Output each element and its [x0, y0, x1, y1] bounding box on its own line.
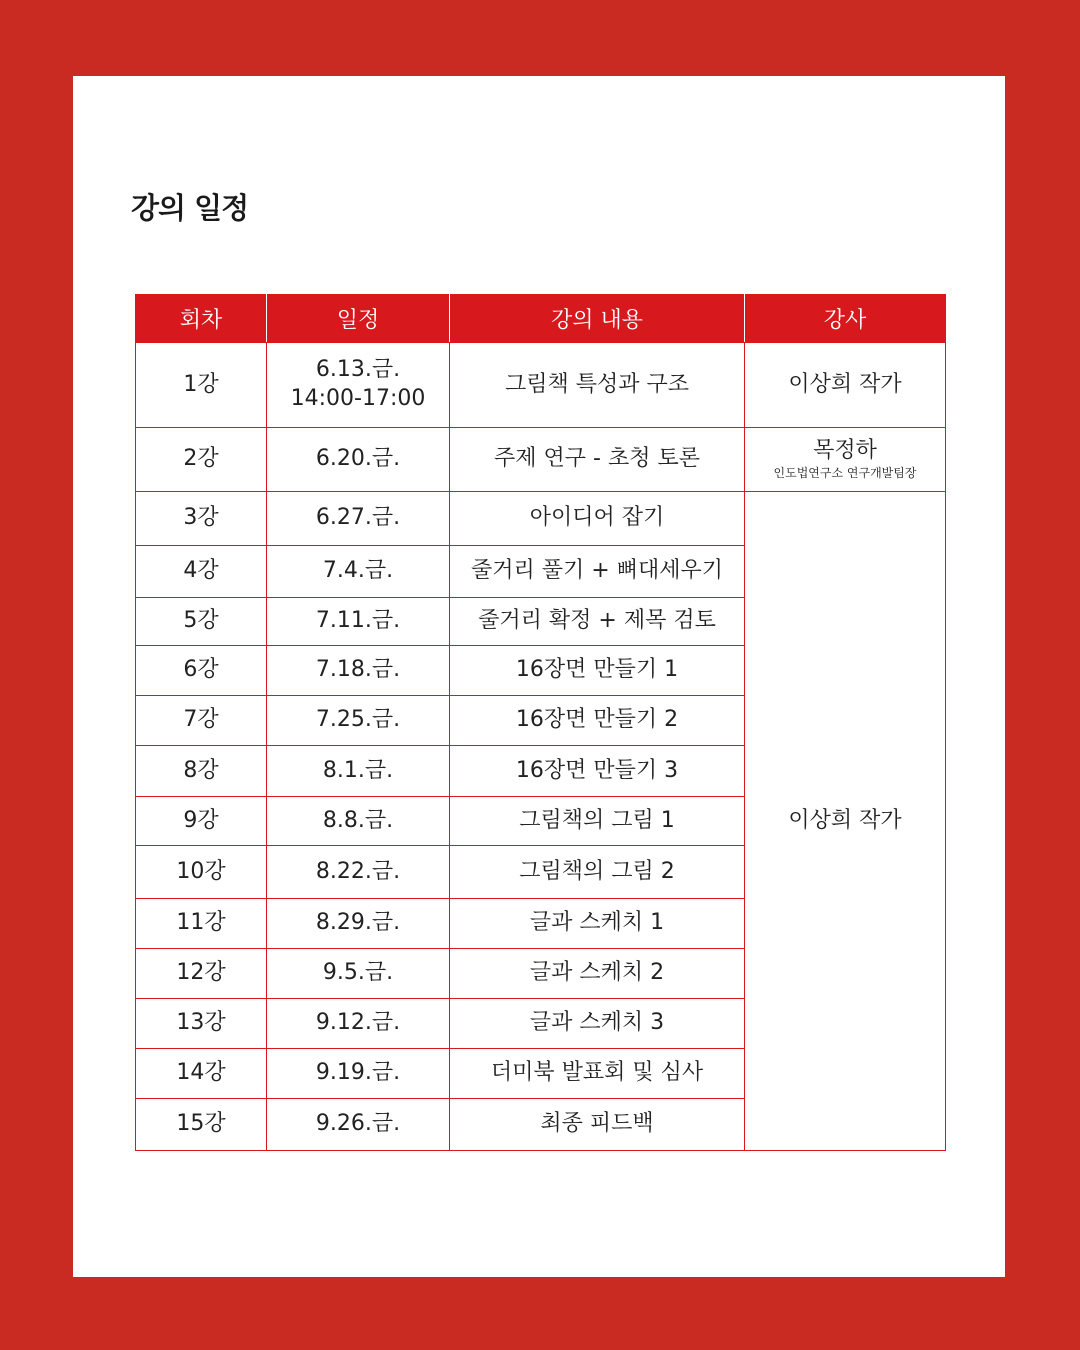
content-cell: 그림책의 그림 2: [450, 846, 745, 899]
date-cell: 9.5.금.: [267, 949, 450, 999]
content-cell: 그림책 특성과 구조: [450, 343, 745, 428]
date-cell: 9.26.금.: [267, 1099, 450, 1151]
date-cell: 8.1.금.: [267, 746, 450, 797]
content-cell: 글과 스케치 3: [450, 999, 745, 1049]
content-cell: 16장면 만들기 1: [450, 646, 745, 696]
content-cell: 더미북 발표회 및 심사: [450, 1049, 745, 1099]
content-card: [73, 76, 1005, 1277]
content-cell: 주제 연구 - 초청 토론: [450, 428, 745, 492]
header-row: [136, 295, 946, 343]
header-content: 강의 내용: [450, 295, 745, 343]
session-cell: 2강: [136, 428, 267, 492]
date-cell: 8.22.금.: [267, 846, 450, 899]
page-title: 강의 일정: [131, 191, 249, 225]
session-cell: 15강: [136, 1099, 267, 1151]
instructor-cell-merged: 이상희 작가: [745, 492, 946, 1151]
date-cell: 8.29.금.: [267, 899, 450, 949]
date-cell: 6.20.금.: [267, 428, 450, 492]
session-cell: 14강: [136, 1049, 267, 1099]
content-cell: 줄거리 풀기 + 뼈대세우기: [450, 546, 745, 598]
session-cell: 10강: [136, 846, 267, 899]
session-cell: 13강: [136, 999, 267, 1049]
instructor-affiliation: 인도법연구소 연구개발팀장: [773, 465, 917, 480]
table-row: [136, 343, 946, 428]
header-instructor: 강사: [745, 295, 946, 343]
header-session: 회차: [136, 295, 267, 343]
session-cell: 5강: [136, 598, 267, 646]
content-cell: 16장면 만들기 2: [450, 696, 745, 746]
content-cell: 줄거리 확정 + 제목 검토: [450, 598, 745, 646]
date-cell: [267, 343, 450, 428]
session-cell: 12강: [136, 949, 267, 999]
session-cell: 7강: [136, 696, 267, 746]
content-cell: 글과 스케치 2: [450, 949, 745, 999]
date-text: 6.13.금.: [315, 357, 401, 383]
date-cell: 7.4.금.: [267, 546, 450, 598]
session-cell: 6강: [136, 646, 267, 696]
content-cell: 아이디어 잡기: [450, 492, 745, 546]
table-row: [136, 428, 946, 492]
content-cell: 글과 스케치 1: [450, 899, 745, 949]
table-row: [136, 492, 946, 546]
date-cell: 9.12.금.: [267, 999, 450, 1049]
session-cell: 4강: [136, 546, 267, 598]
content-cell: 최종 피드백: [450, 1099, 745, 1151]
content-cell: 그림책의 그림 1: [450, 797, 745, 846]
session-cell: 8강: [136, 746, 267, 797]
date-cell: 9.19.금.: [267, 1049, 450, 1099]
content-cell: 16장면 만들기 3: [450, 746, 745, 797]
date-cell: 6.27.금.: [267, 492, 450, 546]
instructor-cell: 이상희 작가: [745, 343, 946, 428]
instructor-cell: [745, 428, 946, 492]
header-date: 일정: [267, 295, 450, 343]
time-text: 14:00-17:00: [290, 386, 426, 411]
session-cell: 9강: [136, 797, 267, 846]
session-cell: 1강: [136, 343, 267, 428]
schedule-table: [135, 294, 946, 1151]
session-cell: 3강: [136, 492, 267, 546]
date-cell: 7.18.금.: [267, 646, 450, 696]
date-cell: 8.8.금.: [267, 797, 450, 846]
date-cell: 7.11.금.: [267, 598, 450, 646]
instructor-name: 목정하: [813, 438, 877, 464]
session-cell: 11강: [136, 899, 267, 949]
date-cell: 7.25.금.: [267, 696, 450, 746]
